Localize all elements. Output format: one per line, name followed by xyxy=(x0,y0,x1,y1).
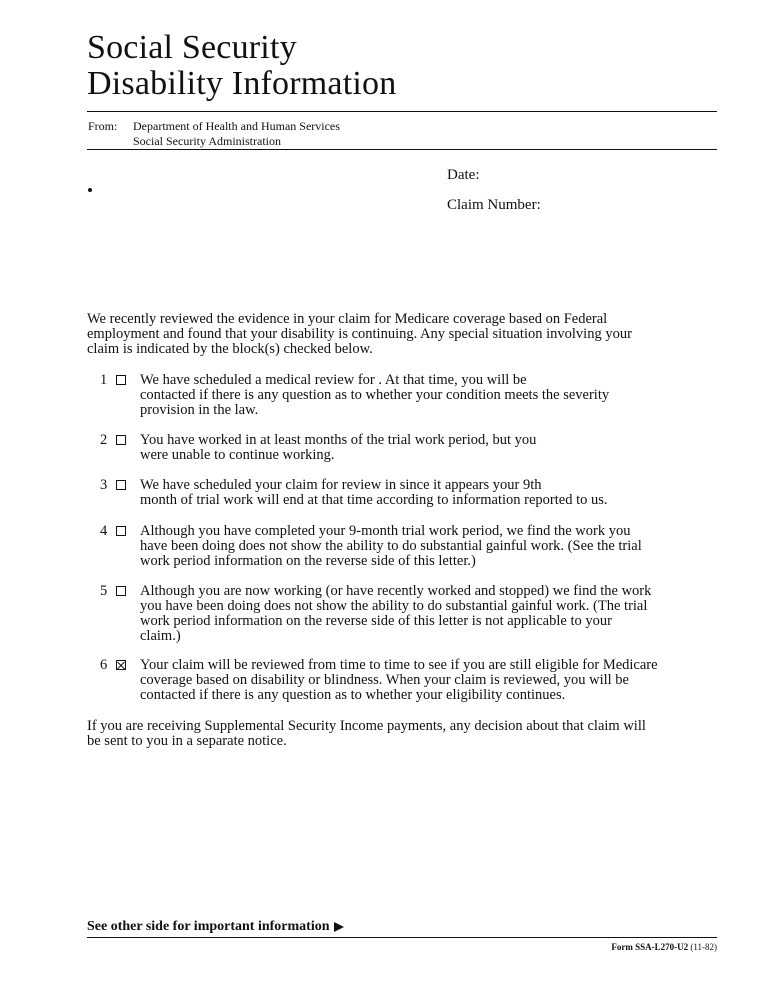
item-line: coverage based on disability or blindness. When your claim is reviewed, you will be xyxy=(140,672,629,688)
closing-line: If you are receiving Supplemental Security Income payments, any decision about that claim will xyxy=(87,718,646,734)
item-4-checkbox[interactable] xyxy=(116,526,126,536)
from-rule xyxy=(87,149,717,150)
intro-line: claim is indicated by the block(s) checked below. xyxy=(87,341,373,357)
item-line: contacted if there is any question as to whether your eligibility continues. xyxy=(140,687,566,703)
item-line: you have been doing does not show the ability to do substantial gainful work. (The trial xyxy=(140,598,648,614)
footer-rule xyxy=(87,937,717,938)
date-label: Date: xyxy=(447,167,480,183)
item-line: work period information on the reverse side of this letter is not applicable to your xyxy=(140,613,612,629)
form-number xyxy=(611,942,717,952)
form-number-code: Form SSA-L270-U2 xyxy=(611,942,689,952)
from-label: From: xyxy=(88,119,118,133)
item-3-checkbox[interactable] xyxy=(116,480,126,490)
closing-paragraph xyxy=(87,719,712,749)
intro-line: employment and found that your disability is continuing. Any special situation involving your xyxy=(87,326,632,342)
item-line: contacted if there is any question as to whether your condition meets the severity xyxy=(140,387,610,403)
intro-line: We recently reviewed the evidence in your claim for Medicare coverage based on Federal xyxy=(87,311,608,327)
item-line: Although you have completed your 9-month trial work period, we find the work you xyxy=(140,523,631,539)
item-number: 1 xyxy=(100,372,108,388)
item-line: We have scheduled your claim for review in since it appears your 9th xyxy=(140,477,542,493)
form-number-date: (11-82) xyxy=(690,942,717,952)
item-number: 4 xyxy=(100,523,108,539)
item-line: work period information on the reverse side of this letter.) xyxy=(140,553,476,569)
page-title xyxy=(87,30,396,102)
item-line: You have worked in at least months of the trial work period, but you xyxy=(140,432,537,448)
title-line-2: Disability Information xyxy=(87,65,397,102)
item-5-checkbox[interactable] xyxy=(116,586,126,596)
claim-number-label: Claim Number: xyxy=(447,197,541,213)
from-line-2: Social Security Administration xyxy=(133,134,281,148)
item-line: claim.) xyxy=(140,628,181,644)
title-line-1: Social Security xyxy=(87,29,297,66)
item-line: month of trial work will end at that time according to information reported to us. xyxy=(140,492,608,508)
item-number: 2 xyxy=(100,432,108,448)
item-line: Although you are now working (or have recently worked and stopped) we find the work xyxy=(140,583,652,599)
closing-line: be sent to you in a separate notice. xyxy=(87,733,287,749)
intro-paragraph xyxy=(87,312,712,357)
item-1-checkbox[interactable] xyxy=(116,375,126,385)
item-6-checkbox-checked[interactable] xyxy=(116,660,126,670)
see-other-side-text: See other side for important information xyxy=(87,919,330,934)
see-other-side-note xyxy=(87,919,344,935)
address-dot-marker xyxy=(88,188,92,192)
item-line: were unable to continue working. xyxy=(140,447,335,463)
right-arrow-icon xyxy=(334,922,344,932)
item-line: have been doing does not show the ability to do substantial gainful work. (See the trial xyxy=(140,538,642,554)
item-number: 6 xyxy=(100,657,108,673)
item-number: 3 xyxy=(100,477,108,493)
item-line: provision in the law. xyxy=(140,402,259,418)
item-line: Your claim will be reviewed from time to time to see if you are still eligible for Medicare xyxy=(140,657,658,673)
item-line: We have scheduled a medical review for . At that time, you will be xyxy=(140,372,527,388)
item-number: 5 xyxy=(100,583,108,599)
header-rule xyxy=(87,111,717,112)
from-line-1: Department of Health and Human Services xyxy=(133,119,340,133)
item-2-checkbox[interactable] xyxy=(116,435,126,445)
